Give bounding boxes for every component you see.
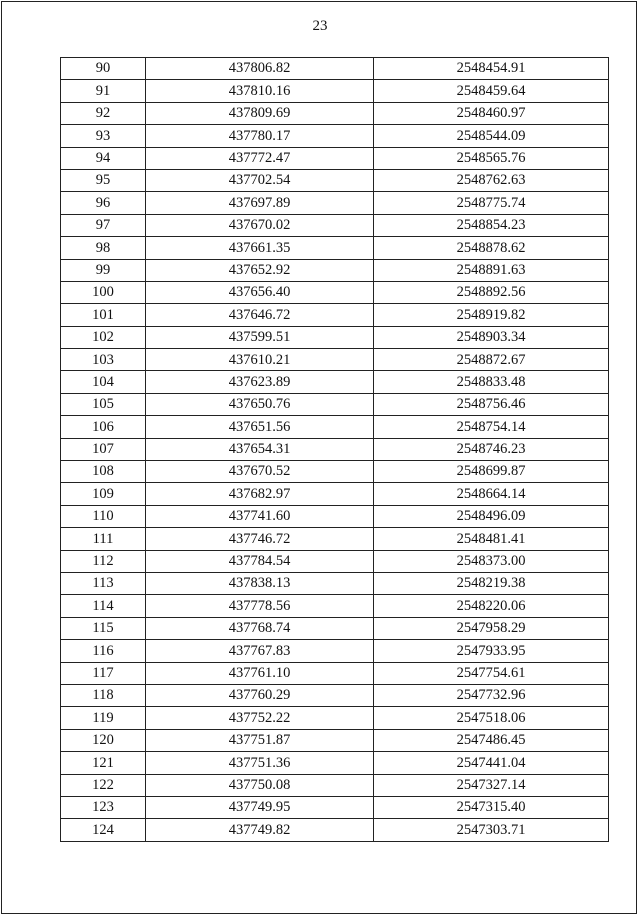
y-coordinate-cell: 2548219.38 [374,572,609,594]
point-number-cell: 102 [61,326,146,348]
x-coordinate-cell: 437656.40 [146,281,374,303]
x-coordinate-cell: 437768.74 [146,617,374,639]
point-number-cell: 120 [61,729,146,751]
table-row [61,774,609,796]
point-number-cell: 90 [61,58,146,80]
x-coordinate-cell: 437646.72 [146,304,374,326]
y-coordinate-cell: 2547732.96 [374,684,609,706]
table-row [61,192,609,214]
y-coordinate-cell: 2548481.41 [374,528,609,550]
y-coordinate-cell: 2548565.76 [374,147,609,169]
x-coordinate-cell: 437654.31 [146,438,374,460]
y-coordinate-cell: 2548903.34 [374,326,609,348]
point-number-cell: 107 [61,438,146,460]
point-number-cell: 123 [61,796,146,818]
point-number-cell: 97 [61,214,146,236]
y-coordinate-cell: 2547933.95 [374,640,609,662]
y-coordinate-cell: 2547441.04 [374,752,609,774]
point-number-cell: 92 [61,102,146,124]
table-row [61,393,609,415]
x-coordinate-cell: 437652.92 [146,259,374,281]
y-coordinate-cell: 2548833.48 [374,371,609,393]
point-number-cell: 119 [61,707,146,729]
x-coordinate-cell: 437806.82 [146,58,374,80]
point-number-cell: 101 [61,304,146,326]
table-row [61,304,609,326]
y-coordinate-cell: 2547486.45 [374,729,609,751]
x-coordinate-cell: 437682.97 [146,483,374,505]
point-number-cell: 105 [61,393,146,415]
table-row [61,349,609,371]
table-row [61,125,609,147]
table-row [61,147,609,169]
table-row [61,438,609,460]
coordinates-table [60,57,609,842]
y-coordinate-cell: 2548919.82 [374,304,609,326]
point-number-cell: 110 [61,505,146,527]
table-row [61,662,609,684]
x-coordinate-cell: 437772.47 [146,147,374,169]
y-coordinate-cell: 2547303.71 [374,819,609,841]
table-row [61,58,609,80]
x-coordinate-cell: 437741.60 [146,505,374,527]
x-coordinate-cell: 437810.16 [146,80,374,102]
y-coordinate-cell: 2548872.67 [374,349,609,371]
y-coordinate-cell: 2548496.09 [374,505,609,527]
table-row [61,819,609,841]
table-row [61,550,609,572]
table-row [61,371,609,393]
table-row [61,528,609,550]
x-coordinate-cell: 437599.51 [146,326,374,348]
table-row [61,752,609,774]
point-number-cell: 104 [61,371,146,393]
table-row [61,169,609,191]
x-coordinate-cell: 437767.83 [146,640,374,662]
y-coordinate-cell: 2548762.63 [374,169,609,191]
x-coordinate-cell: 437809.69 [146,102,374,124]
x-coordinate-cell: 437760.29 [146,684,374,706]
point-number-cell: 94 [61,147,146,169]
y-coordinate-cell: 2548854.23 [374,214,609,236]
table-row [61,80,609,102]
point-number-cell: 124 [61,819,146,841]
x-coordinate-cell: 437661.35 [146,237,374,259]
y-coordinate-cell: 2548664.14 [374,483,609,505]
table-row [61,729,609,751]
x-coordinate-cell: 437650.76 [146,393,374,415]
point-number-cell: 106 [61,416,146,438]
x-coordinate-cell: 437749.82 [146,819,374,841]
point-number-cell: 115 [61,617,146,639]
x-coordinate-cell: 437761.10 [146,662,374,684]
table-row [61,505,609,527]
x-coordinate-cell: 437623.89 [146,371,374,393]
x-coordinate-cell: 437697.89 [146,192,374,214]
table-row [61,707,609,729]
table-row [61,237,609,259]
point-number-cell: 111 [61,528,146,550]
point-number-cell: 96 [61,192,146,214]
y-coordinate-cell: 2548373.00 [374,550,609,572]
page-number: 23 [312,18,328,34]
table-row [61,281,609,303]
y-coordinate-cell: 2548891.63 [374,259,609,281]
point-number-cell: 114 [61,595,146,617]
table-row [61,102,609,124]
x-coordinate-cell: 437752.22 [146,707,374,729]
x-coordinate-cell: 437749.95 [146,796,374,818]
y-coordinate-cell: 2547518.06 [374,707,609,729]
point-number-cell: 100 [61,281,146,303]
table-row [61,572,609,594]
y-coordinate-cell: 2548892.56 [374,281,609,303]
x-coordinate-cell: 437784.54 [146,550,374,572]
point-number-cell: 117 [61,662,146,684]
point-number-cell: 95 [61,169,146,191]
x-coordinate-cell: 437751.87 [146,729,374,751]
x-coordinate-cell: 437670.52 [146,461,374,483]
point-number-cell: 103 [61,349,146,371]
table-row [61,796,609,818]
y-coordinate-cell: 2548746.23 [374,438,609,460]
table-row [61,259,609,281]
x-coordinate-cell: 437838.13 [146,572,374,594]
point-number-cell: 109 [61,483,146,505]
y-coordinate-cell: 2547327.14 [374,774,609,796]
x-coordinate-cell: 437610.21 [146,349,374,371]
y-coordinate-cell: 2547315.40 [374,796,609,818]
table-row [61,640,609,662]
y-coordinate-cell: 2548775.74 [374,192,609,214]
table-row [61,595,609,617]
x-coordinate-cell: 437746.72 [146,528,374,550]
table-row [61,326,609,348]
table-row [61,483,609,505]
point-number-cell: 99 [61,259,146,281]
y-coordinate-cell: 2548878.62 [374,237,609,259]
point-number-cell: 93 [61,125,146,147]
y-coordinate-cell: 2548754.14 [374,416,609,438]
table-row [61,461,609,483]
point-number-cell: 122 [61,774,146,796]
y-coordinate-cell: 2548454.91 [374,58,609,80]
point-number-cell: 112 [61,550,146,572]
y-coordinate-cell: 2547754.61 [374,662,609,684]
y-coordinate-cell: 2548544.09 [374,125,609,147]
y-coordinate-cell: 2547958.29 [374,617,609,639]
point-number-cell: 91 [61,80,146,102]
x-coordinate-cell: 437651.56 [146,416,374,438]
point-number-cell: 118 [61,684,146,706]
y-coordinate-cell: 2548459.64 [374,80,609,102]
point-number-cell: 108 [61,461,146,483]
x-coordinate-cell: 437780.17 [146,125,374,147]
y-coordinate-cell: 2548220.06 [374,595,609,617]
y-coordinate-cell: 2548756.46 [374,393,609,415]
table-row [61,416,609,438]
point-number-cell: 116 [61,640,146,662]
point-number-cell: 113 [61,572,146,594]
x-coordinate-cell: 437670.02 [146,214,374,236]
table-row [61,214,609,236]
x-coordinate-cell: 437751.36 [146,752,374,774]
x-coordinate-cell: 437750.08 [146,774,374,796]
y-coordinate-cell: 2548699.87 [374,461,609,483]
table-row [61,684,609,706]
point-number-cell: 98 [61,237,146,259]
y-coordinate-cell: 2548460.97 [374,102,609,124]
table-row [61,617,609,639]
point-number-cell: 121 [61,752,146,774]
x-coordinate-cell: 437778.56 [146,595,374,617]
x-coordinate-cell: 437702.54 [146,169,374,191]
